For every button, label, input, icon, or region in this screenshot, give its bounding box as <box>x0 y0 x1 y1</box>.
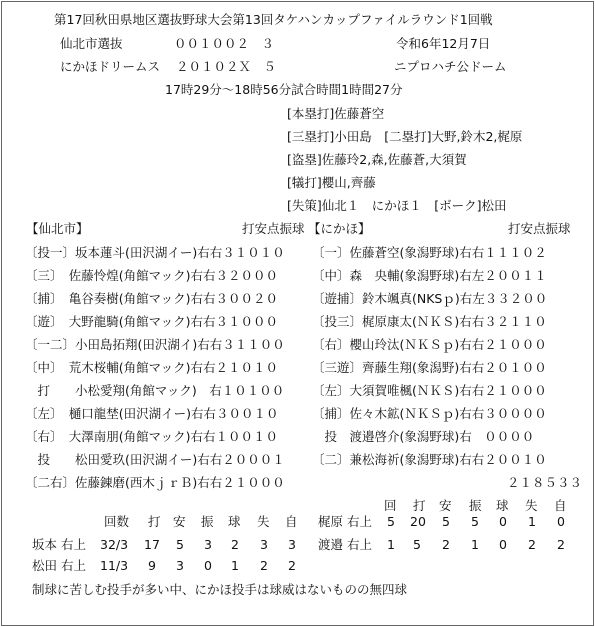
game-date: 令和6年12月7日 <box>396 36 491 51</box>
game-title: 第17回秋田県地区選抜野球大会第13回タケハンカップファイルラウンド1回戦 <box>54 12 493 27</box>
venue: ニプロハチ公ドーム <box>394 59 507 74</box>
note-errors-balk: [失策]仙北１ にかほ１ [ボーク]松田 <box>287 198 507 213</box>
pitch-stat: 3 <box>260 537 268 552</box>
pitch-stat: 0 <box>499 514 507 529</box>
right-stats-header: 打安点振球 <box>508 221 571 236</box>
pitch-col-header: 球 <box>496 498 509 513</box>
left-lineup-row: 〔右〕 大澤南朋(角館マック)右右１００１０ <box>25 429 279 444</box>
left-lineup-row: 打 小松愛翔(角館マック) 右１０１００ <box>25 383 285 398</box>
pitcher-name: 坂本 右上 <box>32 537 86 552</box>
right-lineup-row: 〔遊捕〕鈴木颯真(NKSｐ)右左３３２００ <box>312 291 548 306</box>
pitch-stat: 20 <box>410 514 426 529</box>
team1-name: 仙北市選抜 <box>60 36 123 51</box>
note-sacrifice: [犠打]櫻山,齊藤 <box>287 175 376 190</box>
pitch-stat: 5 <box>387 514 395 529</box>
pitch-col-header: 打 <box>413 498 426 513</box>
right-lineup-row: 投 渡邉啓介(象潟野球)右 ００００ <box>312 429 535 444</box>
pitch-stat: 5 <box>413 537 421 552</box>
pitch-stat: 17 <box>144 537 160 552</box>
pitch-stat: 1 <box>528 514 536 529</box>
pitch-col-header: 振 <box>201 514 214 529</box>
pitch-stat: 5 <box>471 514 479 529</box>
pitch-col-header: 自 <box>285 514 298 529</box>
pitch-stat: 1 <box>387 537 395 552</box>
left-lineup-row: 〔捕〕 亀谷奏樹(角館マック)右右３００２０ <box>25 291 279 306</box>
left-lineup-row: 〔投一〕坂本蓮斗(田沢湖イー)右右３１０１０ <box>25 245 285 260</box>
pitch-stat: 5 <box>442 514 450 529</box>
team1-innings: ００１００２ ３ <box>174 36 275 51</box>
left-team-header: 【仙北市】 <box>26 221 89 236</box>
left-lineup-row: 〔中〕 荒木桜輔(角館マック)右右２１０１０ <box>25 360 279 375</box>
pitch-stat: 2 <box>528 537 536 552</box>
pitcher-name: 松田 右上 <box>32 558 86 573</box>
right-lineup-row: 〔右〕櫻山玲汰(ＮＫＳｐ)右右２１０００ <box>312 337 547 352</box>
pitch-stat: 2 <box>557 537 565 552</box>
game-comment: 制球に苦しむ投手が多い中、にかほ投手は球威はないものの無四球 <box>32 582 408 597</box>
right-lineup-row: 〔二〕兼松海祈(象潟野球)右右２００１０ <box>312 452 547 467</box>
pitcher-name: 梶原 右上 <box>318 514 372 529</box>
pitch-col-header: 安 <box>173 514 186 529</box>
right-lineup-row: 〔中〕森 央輔(象潟野球)右左２００１１ <box>312 268 547 283</box>
pitch-stat: 0 <box>499 537 507 552</box>
pitch-col-header: 回数 <box>104 514 130 529</box>
left-lineup-row: 投 松田愛玖(田沢湖イー)右右２０００１ <box>25 452 285 467</box>
team2-innings: ２０１０２Ｘ ５ <box>176 59 277 74</box>
note-steals: [盗塁]佐藤玲2,森,佐藤蒼,大須賀 <box>287 152 467 167</box>
pitch-col-header: 球 <box>228 514 241 529</box>
pitch-col-header: 打 <box>148 514 161 529</box>
pitch-stat: 1 <box>471 537 479 552</box>
pitch-col-header: 振 <box>469 498 482 513</box>
right-team-header: 【にかほ】 <box>308 221 371 236</box>
left-lineup-row: 〔一二〕小田島拓翔(田沢湖イ)右右３１１００ <box>25 337 285 352</box>
pitch-stat: 3 <box>204 537 212 552</box>
game-time: 17時29分～18時56分試合時間1時間27分 <box>165 82 403 97</box>
left-lineup-row: 〔三〕 佐藤怜煌(角館マック)右右３２０００ <box>25 268 279 283</box>
right-lineup-row: 〔捕〕佐々木鉱(ＮＫＳｐ)右右３００００ <box>312 406 547 421</box>
pitch-stat: 1 <box>231 558 239 573</box>
pitch-stat: 9 <box>148 558 156 573</box>
pitch-col-header: 失 <box>257 514 270 529</box>
pitch-stat: 3 <box>176 558 184 573</box>
pitch-stat: 2 <box>231 537 239 552</box>
pitch-col-header: 自 <box>554 498 567 513</box>
left-lineup-row: 〔左〕 樋口龍埜(田沢湖イー)右右３００１０ <box>25 406 279 421</box>
pitch-col-header: 安 <box>439 498 452 513</box>
pitch-stat: 2 <box>442 537 450 552</box>
pitch-stat: 3 <box>288 537 296 552</box>
pitch-stat: 11/3 <box>100 558 129 573</box>
pitch-stat: 2 <box>288 558 296 573</box>
right-lineup-row: 〔左〕大須賀唯楓(ＮＫＳ)右右２１０００ <box>312 383 547 398</box>
right-lineup-row: 〔一〕佐藤蒼空(象潟野球)右右１１１０２ <box>312 245 547 260</box>
pitcher-name: 渡邉 右上 <box>318 537 372 552</box>
pitch-stat: 2 <box>260 558 268 573</box>
team2-name: にかほドリームス <box>60 59 161 74</box>
left-stats-header: 打安点振球 <box>242 221 305 236</box>
scorecard <box>1 1 594 626</box>
pitch-stat: 0 <box>204 558 212 573</box>
right-lineup-row: 〔投三〕梶原康太(ＮＫＳ)右右３２１１０ <box>312 314 547 329</box>
note-triples-doubles: [三塁打]小田島 [二塁打]大野,鈴木2,梶原 <box>287 129 523 144</box>
note-homerun: [本塁打]佐藤蒼空 <box>287 106 385 121</box>
pitch-stat: 0 <box>557 514 565 529</box>
pitch-stat: 5 <box>176 537 184 552</box>
left-lineup-row: 〔二右〕佐藤錬磨(西木ｊｒＢ)右右２１０００ <box>25 475 285 490</box>
pitch-col-header: 回 <box>384 498 397 513</box>
right-lineup-row: 〔三遊〕齊藤生翔(象潟野)右右２０１００ <box>312 360 547 375</box>
pitch-stat: 32/3 <box>100 537 129 552</box>
right-team-totals: ２１８５３３ <box>507 475 583 490</box>
pitch-col-header: 失 <box>525 498 538 513</box>
left-lineup-row: 〔遊〕 大野龍騎(角館マック)右右３１０００ <box>25 314 279 329</box>
